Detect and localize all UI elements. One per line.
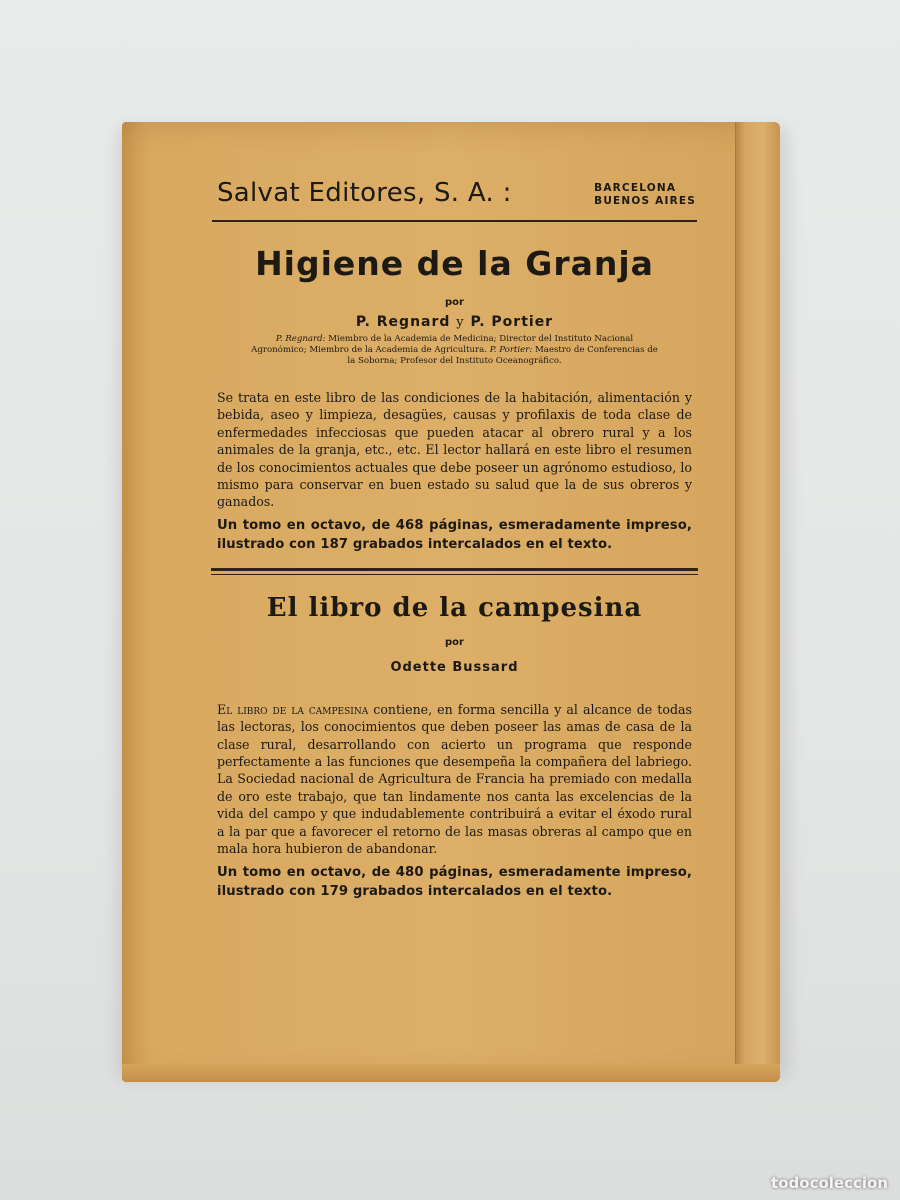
book2-title: El libro de la campesina (266, 592, 643, 623)
book2-description-lead: El libro de la campesina (217, 701, 369, 717)
book1-author-conjunction: y (456, 315, 465, 330)
watermark-logo: todocoleccion (771, 1174, 888, 1192)
publisher-name: Salvat Editores, S. A. : (217, 178, 512, 208)
book-spine (735, 122, 780, 1082)
book2-por: por (445, 636, 464, 648)
publisher-cities (594, 182, 696, 208)
book1-cred-b-name: P. Portier: (489, 345, 533, 355)
book1-authors (217, 314, 692, 330)
book1-author-a: P. Regnard (355, 314, 451, 330)
book1-title: Higiene de la Granja (255, 244, 654, 283)
book2-description: contiene, en forma sencilla y al alcance de todas las lectoras, los conocimientos que deben poseer las amas de casa de la clase rural, desarrollando con acierto un programa que responde perfectamente a las funciones que desempeña la compañera del labriego. La Sociedad nacional de Agricultura de Francia ha premiado con medalla de oro este trabajo, que tan lindamente nos canta las excelencias de la vida del campo y que indudablemente contribuirá a evitar el éxodo rural a la par que a favorecer el retorno de las masas obreras al campo que en mala hora hubieron de abandonar. (217, 701, 692, 857)
book1-credentials (247, 334, 662, 367)
book2-author: Odette Bussard (390, 659, 519, 675)
book1-description: Se trata en este libro de las condiciones de la habitación, alimentación y bebida, aseo y limpieza, desagües, causas y profilaxis de toda clase de enfermedades infecciosas que pueden atacar al obrero rural y a los animales de la granja, etc., etc. El lector hallará en este libro el resumen de los conocimientos actuales que debe poseer un agrónomo estudioso, lo mismo para conservar en buen estado su salud que la de sus obreros y ganados. (217, 390, 692, 510)
city-buenos-aires: BUENOS AIRES (594, 195, 696, 207)
book1-author-b: P. Portier (470, 314, 554, 330)
cover-text-block (217, 170, 696, 1050)
city-barcelona: BARCELONA (594, 182, 677, 194)
book2-description-block (217, 701, 692, 858)
book1-cred-a-name: P. Regnard: (275, 334, 326, 344)
header-rule (212, 220, 697, 222)
book1-cred-b-text: Maestro de Conferencias de la Soborna; Profesor del Instituto Oceanográfico. (347, 345, 658, 366)
book1-tomo: Un tomo en octavo, de 468 páginas, esmeradamente impreso, ilustrado con 187 grabados intercalados en el texto. (217, 517, 692, 552)
section-divider (211, 568, 698, 575)
book-back-cover (122, 122, 780, 1082)
book2-tomo: Un tomo en octavo, de 480 páginas, esmeradamente impreso, ilustrado con 179 grabados intercalados en el texto. (217, 864, 692, 899)
publisher-header (217, 170, 696, 220)
book1-por: por (445, 297, 464, 308)
book-bottom-edge (122, 1064, 780, 1082)
book1-cred-a-text: Miembro de la Academia de Medicina; Director del Instituto Nacional Agronómico; Miembro de la Academia de Agricultura. (251, 334, 634, 355)
